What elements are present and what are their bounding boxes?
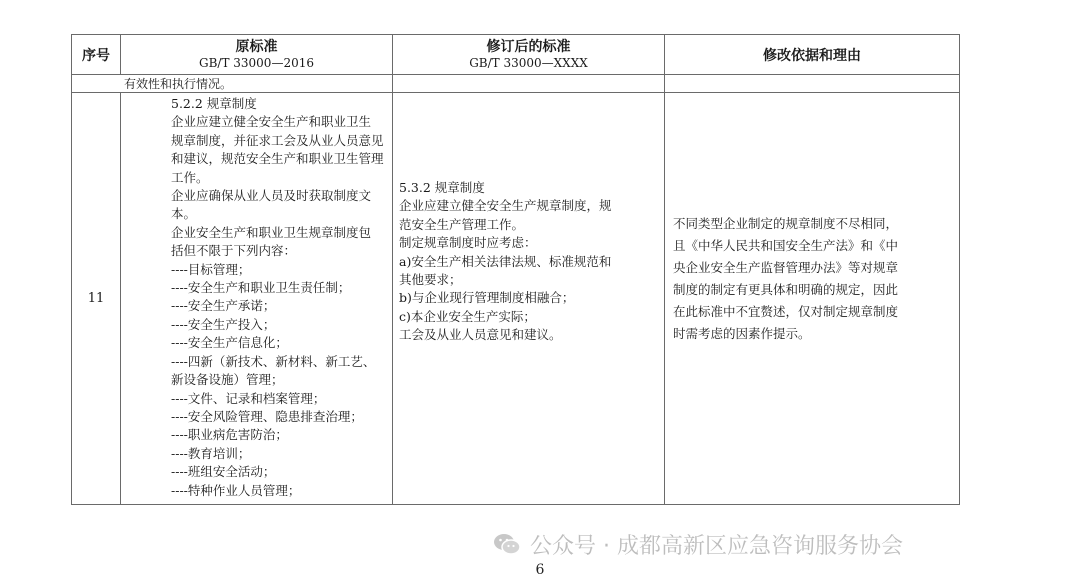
revised-line: 范安全生产管理工作。 <box>399 216 525 232</box>
watermark-text: 公众号 · 成都高新区应急咨询服务协会 <box>530 533 903 559</box>
revised-line: a)安全生产相关法律法规、标准规范和 <box>399 253 612 269</box>
original-line: ----安全生产和职业卫生责任制； <box>171 280 351 296</box>
reason-cell <box>665 93 960 505</box>
header-revised-code: GB/T 33000—XXXX <box>469 55 588 70</box>
header-seq-label: 序号 <box>82 47 110 64</box>
original-line: 5.2.2 规章制度 <box>171 96 257 111</box>
original-line: ----目标管理； <box>171 261 251 277</box>
original-line: ----四新（新技术、新材料、新工艺、 <box>171 353 376 369</box>
reason-line: 央企业安全生产监督管理办法》等对规章 <box>673 260 899 275</box>
row-number: 11 <box>72 93 121 505</box>
original-line: ----文件、记录和档案管理； <box>171 390 326 406</box>
header-reason-label: 修改依据和理由 <box>763 47 861 64</box>
continuation-text: 有效性和执行情况。 <box>124 76 233 91</box>
reason-line: 不同类型企业制定的规章制度不尽相同， <box>673 216 899 231</box>
revised-line: 制定规章制度时应考虑： <box>399 235 537 251</box>
original-line: 工作。 <box>171 169 209 185</box>
continuation-row <box>72 75 960 93</box>
original-line: ----班组安全活动； <box>171 464 276 480</box>
header-seq <box>72 35 121 75</box>
original-line: ----安全生产承诺； <box>171 298 276 314</box>
header-original-title: 原标准 <box>235 38 278 55</box>
revised-line: 工会及从业人员意见和建议。 <box>399 327 562 343</box>
wechat-watermark <box>492 527 903 561</box>
header-reason <box>665 35 960 75</box>
table-header-row <box>72 35 960 75</box>
original-line: ----安全生产投入； <box>171 316 276 332</box>
reason-line: 制度的制定有更具体和明确的规定，因此 <box>673 282 899 297</box>
original-line: 企业安全生产和职业卫生规章制度包 <box>171 224 372 240</box>
reason-line: 且《中华人民共和国安全生产法》和《中 <box>673 238 899 253</box>
original-line: 企业应建立健全安全生产和职业卫生 <box>171 114 372 130</box>
revised-line: 其他要求； <box>399 272 462 288</box>
original-line: 本。 <box>171 206 197 222</box>
original-line: 规章制度，并征求工会及从业人员意见 <box>171 132 384 148</box>
wechat-icon <box>492 532 522 556</box>
original-line: ----职业病危害防治； <box>171 427 288 443</box>
original-line: ----安全生产信息化； <box>171 335 288 351</box>
reason-line: 时需考虑的因素作提示。 <box>673 326 811 341</box>
header-original <box>121 35 393 75</box>
continuation-cell <box>72 75 393 93</box>
revised-line: 企业应建立健全安全生产规章制度，规 <box>399 198 612 214</box>
original-line: 企业应确保从业人员及时获取制度文 <box>171 188 372 204</box>
reason-line: 在此标准中不宜赘述，仅对制定规章制度 <box>673 304 899 319</box>
revised-line: 5.3.2 规章制度 <box>399 180 485 195</box>
revised-line: b)与企业现行管理制度相融合； <box>399 290 575 306</box>
header-original-code: GB/T 33000—2016 <box>199 55 314 70</box>
page-number: 6 <box>535 562 545 578</box>
header-revised <box>393 35 665 75</box>
original-line: 和建议，规范安全生产和职业卫生管理 <box>171 151 384 167</box>
original-line: ----特种作业人员管理； <box>171 482 301 498</box>
revised-line: c)本企业安全生产实际； <box>399 308 536 324</box>
revision-table <box>71 34 960 505</box>
original-clause-cell <box>121 93 393 505</box>
header-revised-title: 修订后的标准 <box>486 38 571 55</box>
continuation-empty-revised <box>393 75 665 93</box>
revised-clause-cell <box>393 93 665 505</box>
original-line: ----教育培训； <box>171 445 251 461</box>
continuation-empty-reason <box>665 75 960 93</box>
table-row <box>72 93 960 505</box>
original-line: ----安全风险管理、隐患排查治理； <box>171 408 363 424</box>
original-line: 新设备设施）管理； <box>171 372 284 388</box>
original-line: 括但不限于下列内容： <box>171 243 297 259</box>
